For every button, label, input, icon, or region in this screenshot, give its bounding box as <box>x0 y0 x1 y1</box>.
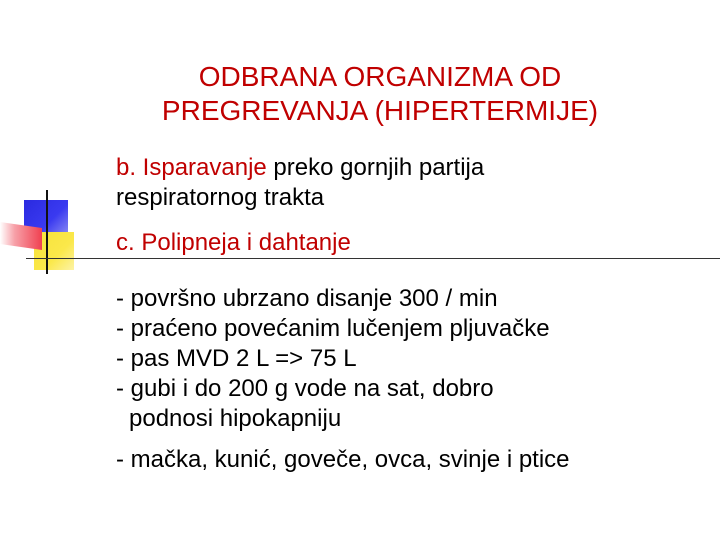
vertical-rule <box>46 190 48 274</box>
title-line-1: ODBRANA ORGANIZMA OD <box>198 61 562 92</box>
list-item: - mačka, kunić, goveče, ovca, svinje i ptice <box>116 446 570 473</box>
red-square-decoration <box>0 222 42 250</box>
horizontal-rule <box>26 258 720 259</box>
title-line-2: PREGREVANJA (HIPERTERMIJE) <box>161 95 599 126</box>
list-item: - površno ubrzano disanje 300 / min <box>116 285 498 312</box>
list-item: - pas MVD 2 L => 75 L <box>116 345 357 372</box>
list-item: - praćeno povećanim lučenjem pljuvačke <box>116 315 550 342</box>
blue-square-decoration <box>24 200 68 242</box>
section-b-line-1 <box>116 153 676 183</box>
section-b-line-2: respiratornog trakta <box>116 184 325 211</box>
slide-title <box>120 60 640 128</box>
section-b-lead: b. Isparavanje <box>116 154 267 181</box>
bullet-list <box>116 284 716 475</box>
list-item-continuation: podnosi hipokapniju <box>129 405 342 432</box>
section-c <box>116 228 676 258</box>
section-b <box>116 153 676 213</box>
list-item: - gubi i do 200 g vode na sat, dobro <box>116 375 494 402</box>
section-b-rest: preko gornjih partija <box>266 154 485 181</box>
section-c-lead: c. Polipneja i dahtanje <box>116 229 351 256</box>
yellow-square-decoration <box>34 232 74 270</box>
